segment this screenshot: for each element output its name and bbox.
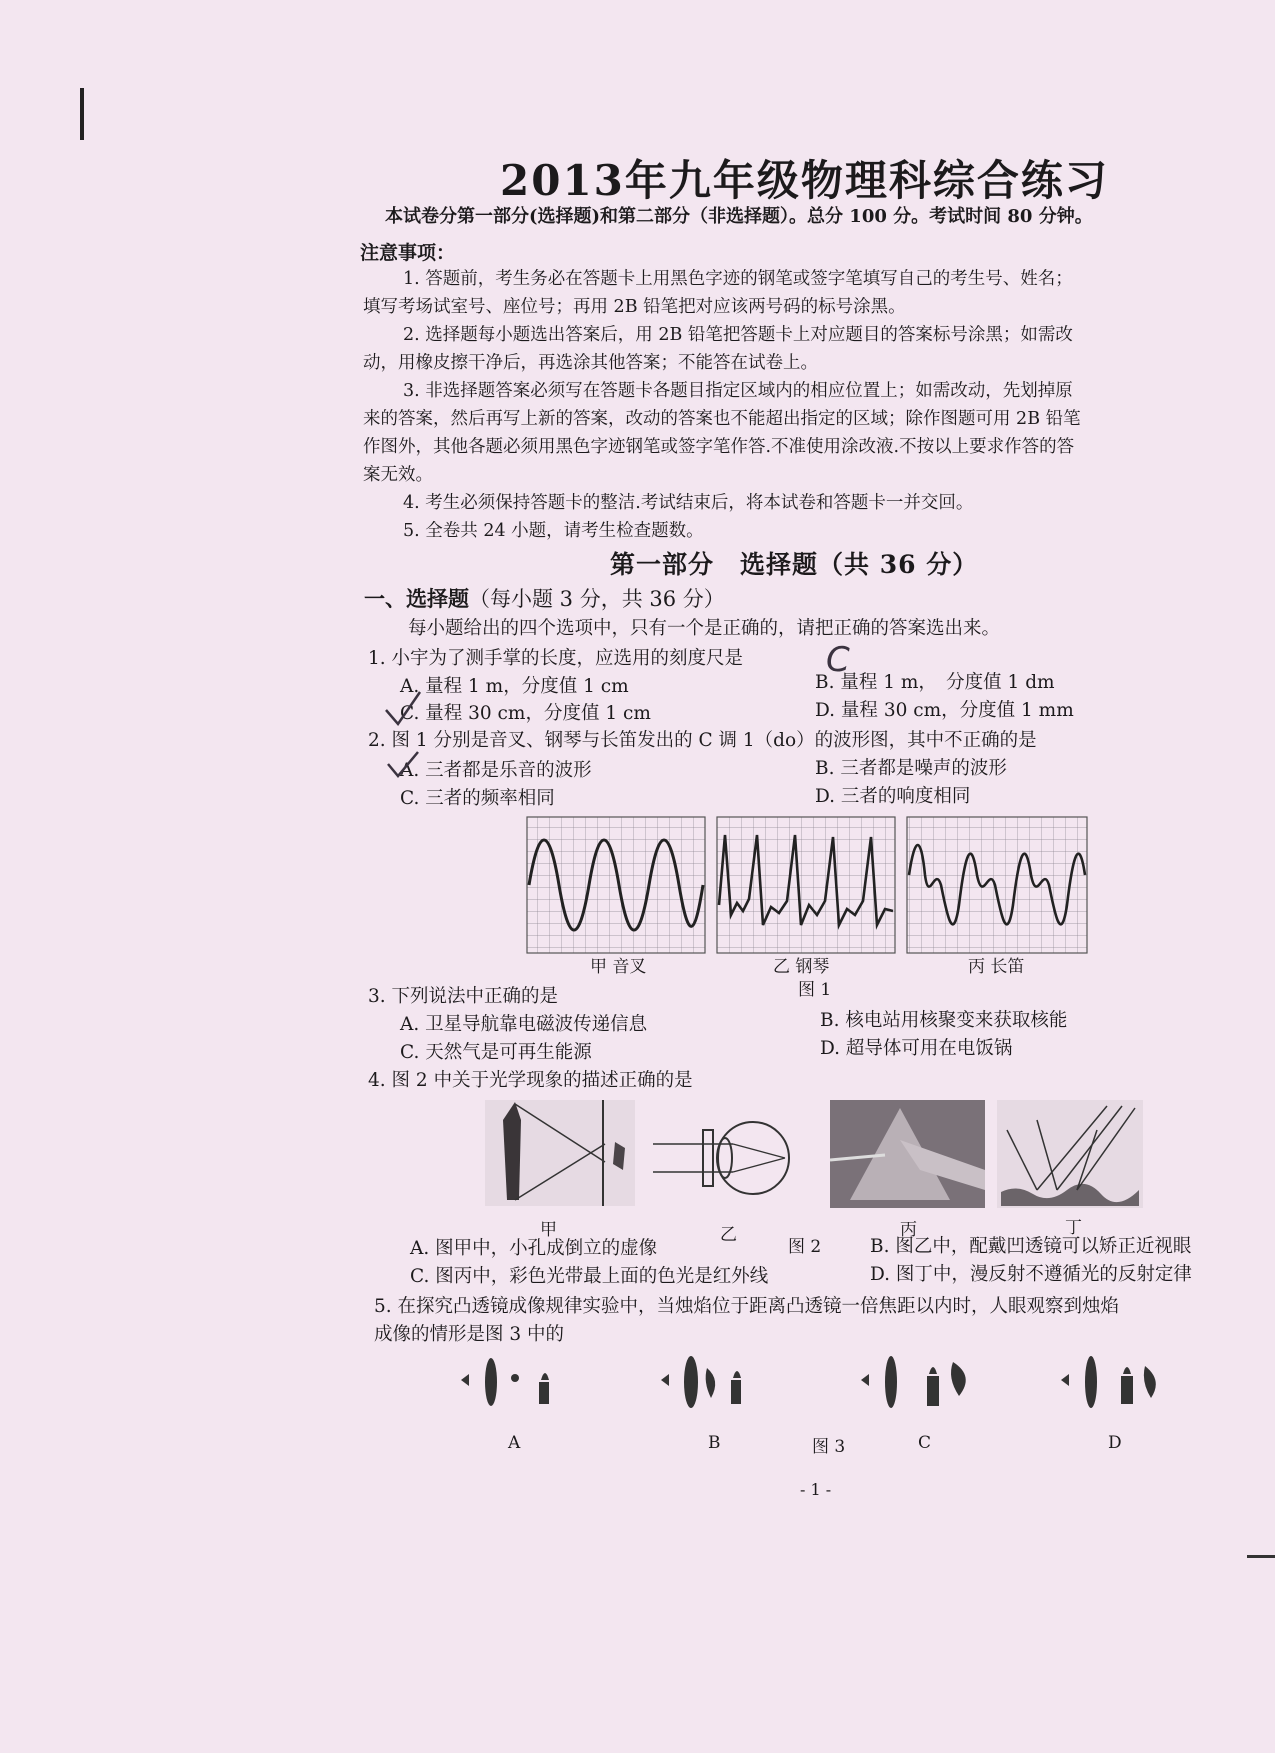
fig1-label-b: 乙 钢琴 [773, 957, 830, 977]
scan-mark [80, 88, 84, 140]
q1-stem: 1. 小宇为了测手掌的长度，应选用的刻度尺是 [368, 648, 744, 669]
candle-option-d [1061, 1356, 1156, 1408]
figure-1-waveforms [525, 815, 1090, 955]
q3-option-a: A. 卫星导航靠电磁波传递信息 [400, 1014, 648, 1035]
page-number: - 1 - [800, 1480, 832, 1499]
eye-lens-diagram [653, 1122, 789, 1194]
notice-3a: 3. 非选择题答案必须写在答题卡各题目指定区域内的相应位置上；如需改动，先划掉原 [403, 381, 1073, 401]
q1-option-d: D. 量程 30 cm，分度值 1 mm [815, 700, 1074, 721]
notice-2a: 2. 选择题每小题选出答案后，用 2B 铅笔把答题卡上对应题目的答案标号涂黑；如需改 [403, 325, 1073, 345]
q2-option-d: D. 三者的响度相同 [815, 786, 971, 807]
notice-3c: 作图外，其他各题必须用黑色字迹钢笔或签字笔作答.不准使用涂改液.不按以上要求作答的答 [363, 437, 1075, 457]
prism-dispersion-photo [830, 1100, 985, 1208]
page-title: 2013年九年级物理科综合练习 [500, 156, 1109, 205]
notice-3b: 来的答案，然后再写上新的答案，改动的答案也不能超出指定的区域；除作图题可用 2B 铅笔 [363, 409, 1081, 429]
exam-intro: 本试卷分第一部分(选择题)和第二部分（非选择题）。总分 100 分。考试时间 80 分钟。 [385, 206, 1093, 227]
notice-heading: 注意事项： [360, 242, 456, 264]
figure-2-optics [485, 1100, 1145, 1212]
figure-3-candle-images [455, 1352, 1215, 1422]
waveform-flute [907, 817, 1087, 953]
fig2-label-a: 甲 [540, 1220, 557, 1240]
candle-option-b [661, 1356, 741, 1408]
q3-option-d: D. 超导体可用在电饭锅 [820, 1038, 1013, 1059]
q4-option-c: C. 图丙中，彩色光带最上面的色光是红外线 [410, 1266, 769, 1287]
fig3-option-d: D [1108, 1433, 1122, 1453]
notice-5: 5. 全卷共 24 小题，请考生检查题数。 [403, 521, 704, 541]
fig2-label-b: 乙 [720, 1225, 737, 1245]
handwritten-checkmarks [380, 640, 440, 780]
q3-option-c: C. 天然气是可再生能源 [400, 1042, 592, 1063]
q1-option-a: A. 量程 1 m，分度值 1 cm [400, 676, 629, 697]
candle-option-a [461, 1358, 549, 1406]
q4-stem: 4. 图 2 中关于光学现象的描述正确的是 [368, 1070, 693, 1091]
section-title: 第一部分 选择题（共 36 分） [610, 550, 979, 579]
fig2-label-d: 丁 [1065, 1218, 1082, 1238]
fig1-label-c: 丙 长笛 [968, 957, 1025, 977]
fig3-option-a: A [508, 1433, 521, 1453]
q2-option-a: A. 三者都是乐音的波形 [400, 760, 592, 781]
q4-option-b: B. 图乙中，配戴凹透镜可以矫正近视眼 [870, 1236, 1192, 1257]
handwritten-answer-mark: C [826, 640, 850, 680]
notice-3d: 案无效。 [363, 465, 433, 485]
q3-stem: 3. 下列说法中正确的是 [368, 986, 559, 1007]
pinhole-diagram [485, 1100, 635, 1206]
waveform-piano [717, 817, 895, 953]
notice-2b: 动，用橡皮擦干净后，再选涂其他答案；不能答在试卷上。 [363, 353, 818, 373]
group-instruction: 每小题给出的四个选项中，只有一个是正确的，请把正确的答案选出来。 [408, 618, 1001, 639]
diffuse-reflection-diagram [997, 1100, 1143, 1208]
q2-option-c: C. 三者的频率相同 [400, 788, 555, 809]
q3-option-b: B. 核电站用核聚变来获取核能 [820, 1010, 1068, 1031]
fig3-caption: 图 3 [812, 1437, 846, 1457]
notice-4: 4. 考生必须保持答题卡的整洁.考试结束后，将本试卷和答题卡一并交回。 [403, 493, 974, 513]
fig2-caption: 图 2 [788, 1237, 822, 1257]
q4-option-d: D. 图丁中，漫反射不遵循光的反射定律 [870, 1264, 1192, 1285]
fig2-label-c: 丙 [900, 1220, 917, 1240]
q1-option-c: C. 量程 30 cm，分度值 1 cm [400, 703, 651, 724]
q1-option-b: B. 量程 1 m， 分度值 1 dm [815, 672, 1055, 693]
fig3-option-c: C [918, 1433, 932, 1453]
notice-1b: 填写考场试室号、座位号；再用 2B 铅笔把对应该两号码的标号涂黑。 [363, 297, 906, 317]
candle-option-c [861, 1356, 966, 1408]
fig1-caption: 图 1 [798, 980, 832, 1000]
q2-option-b: B. 三者都是噪声的波形 [815, 758, 1007, 779]
q4-option-a: A. 图甲中，小孔成倒立的虚像 [410, 1238, 658, 1259]
fig1-label-a: 甲 音叉 [590, 957, 647, 977]
question-group-heading: 一、选择题（每小题 3 分，共 36 分） [364, 586, 725, 611]
notice-1a: 1. 答题前，考生务必在答题卡上用黑色字迹的钢笔或签字笔填写自己的考生号、姓名； [403, 269, 1073, 289]
q5-stem-line2: 成像的情形是图 3 中的 [374, 1324, 565, 1345]
fig3-option-b: B [708, 1433, 721, 1453]
waveform-tuning-fork [527, 817, 705, 953]
scan-edge-mark [1247, 1555, 1275, 1558]
q2-stem: 2. 图 1 分别是音叉、钢琴与长笛发出的 C 调 1（do）的波形图，其中不正确的是 [368, 730, 1037, 751]
q5-stem-line1: 5. 在探究凸透镜成像规律实验中，当烛焰位于距离凸透镜一倍焦距以内时，人眼观察到烛焰 [374, 1296, 1120, 1317]
